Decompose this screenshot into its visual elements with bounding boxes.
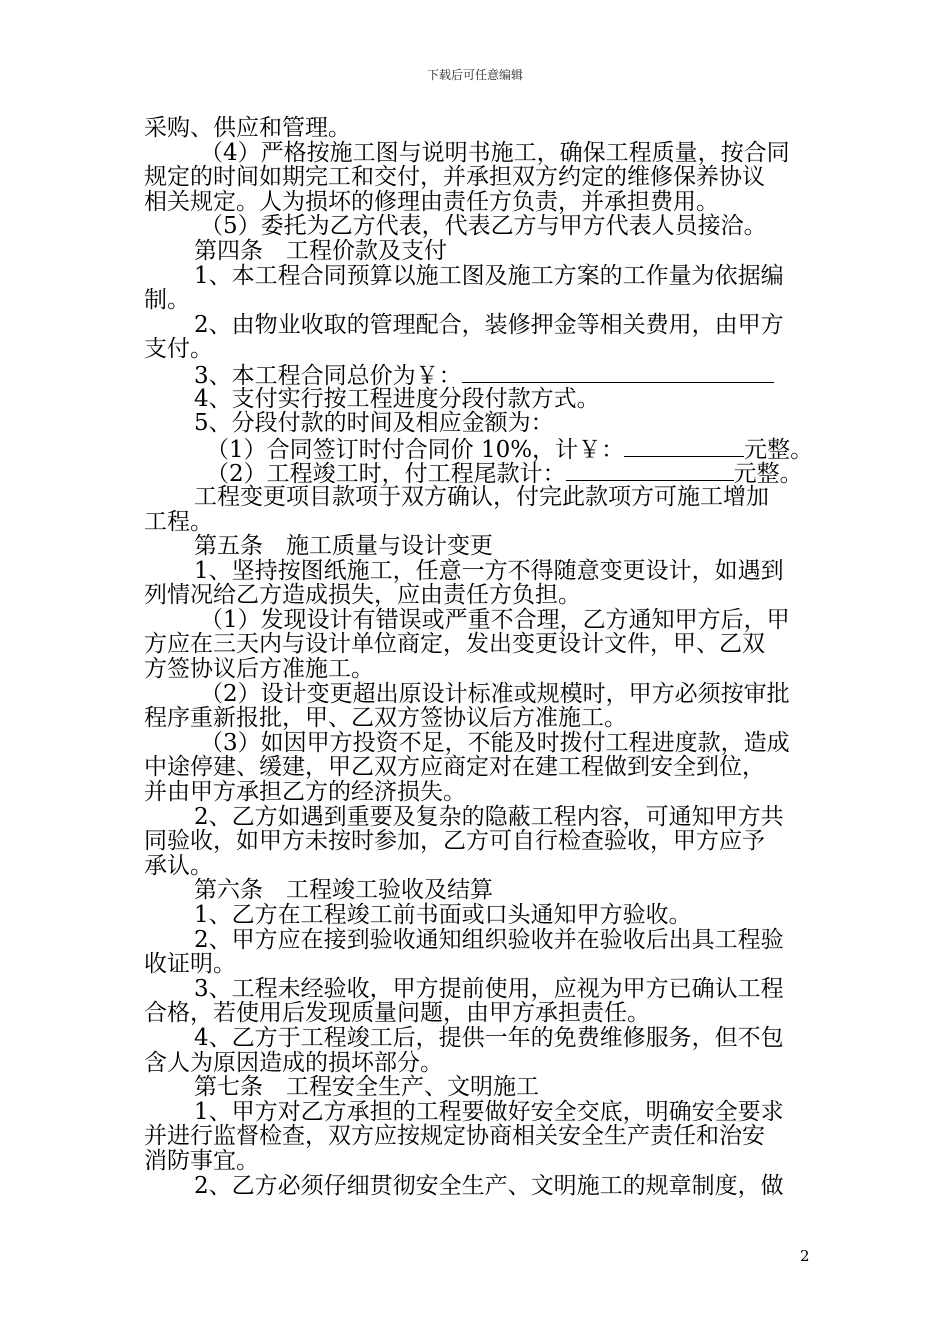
text-line xyxy=(144,559,812,584)
text-line xyxy=(144,190,812,215)
text-line xyxy=(144,141,812,166)
line-text: 列情况给乙方造成损失，应由责任方负担。 xyxy=(144,582,581,609)
line-text: 1、乙方在工程竣工前书面或口头通知甲方验收。 xyxy=(194,902,692,928)
line-text: 1、本工程合同预算以施工图及施工方案的工作量为依据编 xyxy=(194,262,784,289)
line-text: 2、乙方必须仔细贯彻安全生产、文明施工的规章制度，做 xyxy=(194,1172,784,1199)
text-line xyxy=(144,436,812,461)
text-line xyxy=(144,583,812,608)
line-text: （2）工程竣工时，付工程尾款计： xyxy=(206,461,566,488)
document-body xyxy=(144,116,812,1198)
text-line xyxy=(144,1149,812,1174)
line-text: 相关规定。人为损坏的修理由责任方负责，并承担费用。 xyxy=(144,188,719,215)
text-line xyxy=(144,485,812,510)
text-line xyxy=(144,1001,812,1026)
line-suffix: 元整。 xyxy=(733,461,803,488)
text-line xyxy=(144,706,812,731)
line-text: 工程。 xyxy=(144,508,213,535)
text-line xyxy=(144,780,812,805)
text-line xyxy=(144,829,812,854)
text-line xyxy=(144,854,812,879)
text-line xyxy=(144,165,812,190)
text-line xyxy=(144,657,812,682)
line-text: 规定的时间如期完工和交付，并承担双方约定的维修保养协议 xyxy=(144,164,765,191)
line-text: 消防事宜。 xyxy=(144,1147,259,1174)
text-line xyxy=(144,805,812,830)
text-line xyxy=(144,731,812,756)
text-line xyxy=(144,632,812,657)
text-line xyxy=(144,288,812,313)
line-text: 中途停建、缓建，甲乙双方应商定对在建工程做到安全到位， xyxy=(144,754,765,781)
text-line xyxy=(144,411,812,436)
text-line xyxy=(144,1026,812,1051)
text-line xyxy=(144,977,812,1002)
line-text: 2、由物业收取的管理配合，装修押金等相关费用，由甲方 xyxy=(194,311,784,338)
text-line xyxy=(144,755,812,780)
text-line xyxy=(144,952,812,977)
text-line xyxy=(144,510,812,535)
text-line xyxy=(144,1100,812,1125)
line-text: 制。 xyxy=(144,287,190,314)
line-suffix: 元整。 xyxy=(744,436,814,463)
fill-in-blank xyxy=(624,436,744,457)
text-line xyxy=(144,534,812,559)
line-text: 3、工程未经验收，甲方提前使用，应视为甲方已确认工程 xyxy=(194,975,784,1002)
line-text: （2）设计变更超出原设计标准或规模时，甲方必须按审批 xyxy=(200,680,790,707)
line-text: 采购、供应和管理。 xyxy=(144,115,351,141)
line-text: 5、分段付款的时间及相应金额为： xyxy=(194,410,554,437)
line-text: 合格，若使用后发现质量问题，由甲方承担责任。 xyxy=(144,1000,650,1027)
line-text: （4）严格按施工图与说明书施工，确保工程质量，按合同 xyxy=(200,139,790,166)
line-text: 1、甲方对乙方承担的工程要做好安全交底，明确安全要求 xyxy=(194,1098,784,1125)
line-text: 含人为原因造成的损坏部分。 xyxy=(144,1049,443,1076)
line-text: （5）委托为乙方代表，代表乙方与甲方代表人员接洽。 xyxy=(200,213,767,240)
line-text: 承认。 xyxy=(144,852,213,879)
line-text: 2、乙方如遇到重要及复杂的隐蔽工程内容，可通知甲方共 xyxy=(194,803,784,830)
text-line xyxy=(144,313,812,338)
line-text: 收证明。 xyxy=(144,951,236,978)
text-line xyxy=(144,264,812,289)
text-line xyxy=(144,878,812,903)
fill-in-blank xyxy=(462,362,774,383)
text-line xyxy=(144,362,812,387)
line-text: 第七条 工程安全生产、文明施工 xyxy=(194,1074,539,1101)
text-line xyxy=(144,239,812,264)
line-text: 4、乙方于工程竣工后，提供一年的免费维修服务，但不包 xyxy=(194,1024,784,1051)
line-text: 支付。 xyxy=(144,336,213,363)
text-line xyxy=(144,1075,812,1100)
line-text: 并进行监督检查，双方应按规定协商相关安全生产责任和治安 xyxy=(144,1123,765,1150)
page-header: 下载后可任意编辑 xyxy=(426,68,523,82)
line-text: 第五条 施工质量与设计变更 xyxy=(194,533,493,560)
line-text: 第六条 工程竣工验收及结算 xyxy=(194,877,493,904)
text-line xyxy=(144,337,812,362)
text-line xyxy=(144,387,812,412)
text-line xyxy=(144,116,812,141)
text-line xyxy=(144,682,812,707)
text-line xyxy=(144,460,812,488)
page-number: 2 xyxy=(800,1247,810,1265)
line-text: 并由甲方承担乙方的经济损失。 xyxy=(144,779,466,806)
line-text: 程序重新报批，甲、乙双方签协议后方准施工。 xyxy=(144,705,627,732)
text-line xyxy=(144,214,812,239)
text-line xyxy=(144,1124,812,1149)
line-text: 4、支付实行按工程进度分段付款方式。 xyxy=(194,385,600,412)
text-line xyxy=(144,903,812,928)
line-text: 第四条 工程价款及支付 xyxy=(194,237,447,264)
line-text: （3）如因甲方投资不足，不能及时拨付工程进度款，造成 xyxy=(200,729,790,756)
line-text: （1）合同签订时付合同价 10%，计￥： xyxy=(206,436,625,463)
line-text: 同验收，如甲方未按时参加，乙方可自行检查验收，甲方应予 xyxy=(144,828,765,855)
line-text: 1、坚持按图纸施工，任意一方不得随意变更设计，如遇到 xyxy=(194,557,784,584)
line-text: 2、甲方应在接到验收通知组织验收并在验收后出具工程验 xyxy=(194,926,784,953)
fill-in-blank xyxy=(566,460,734,481)
text-line xyxy=(144,1051,812,1076)
text-line xyxy=(144,1174,812,1199)
line-text: 方应在三天内与设计单位商定，发出变更设计文件，甲、乙双 xyxy=(144,631,765,658)
line-text: 方签协议后方准施工。 xyxy=(144,656,374,683)
line-text: 3、本工程合同总价为￥： xyxy=(194,362,462,389)
line-text: （1）发现设计有错误或严重不合理，乙方通知甲方后，甲 xyxy=(200,606,790,633)
text-line xyxy=(144,928,812,953)
text-line xyxy=(144,608,812,633)
line-text: 工程变更项目款项于双方确认，付完此款项方可施工增加 xyxy=(194,483,769,510)
